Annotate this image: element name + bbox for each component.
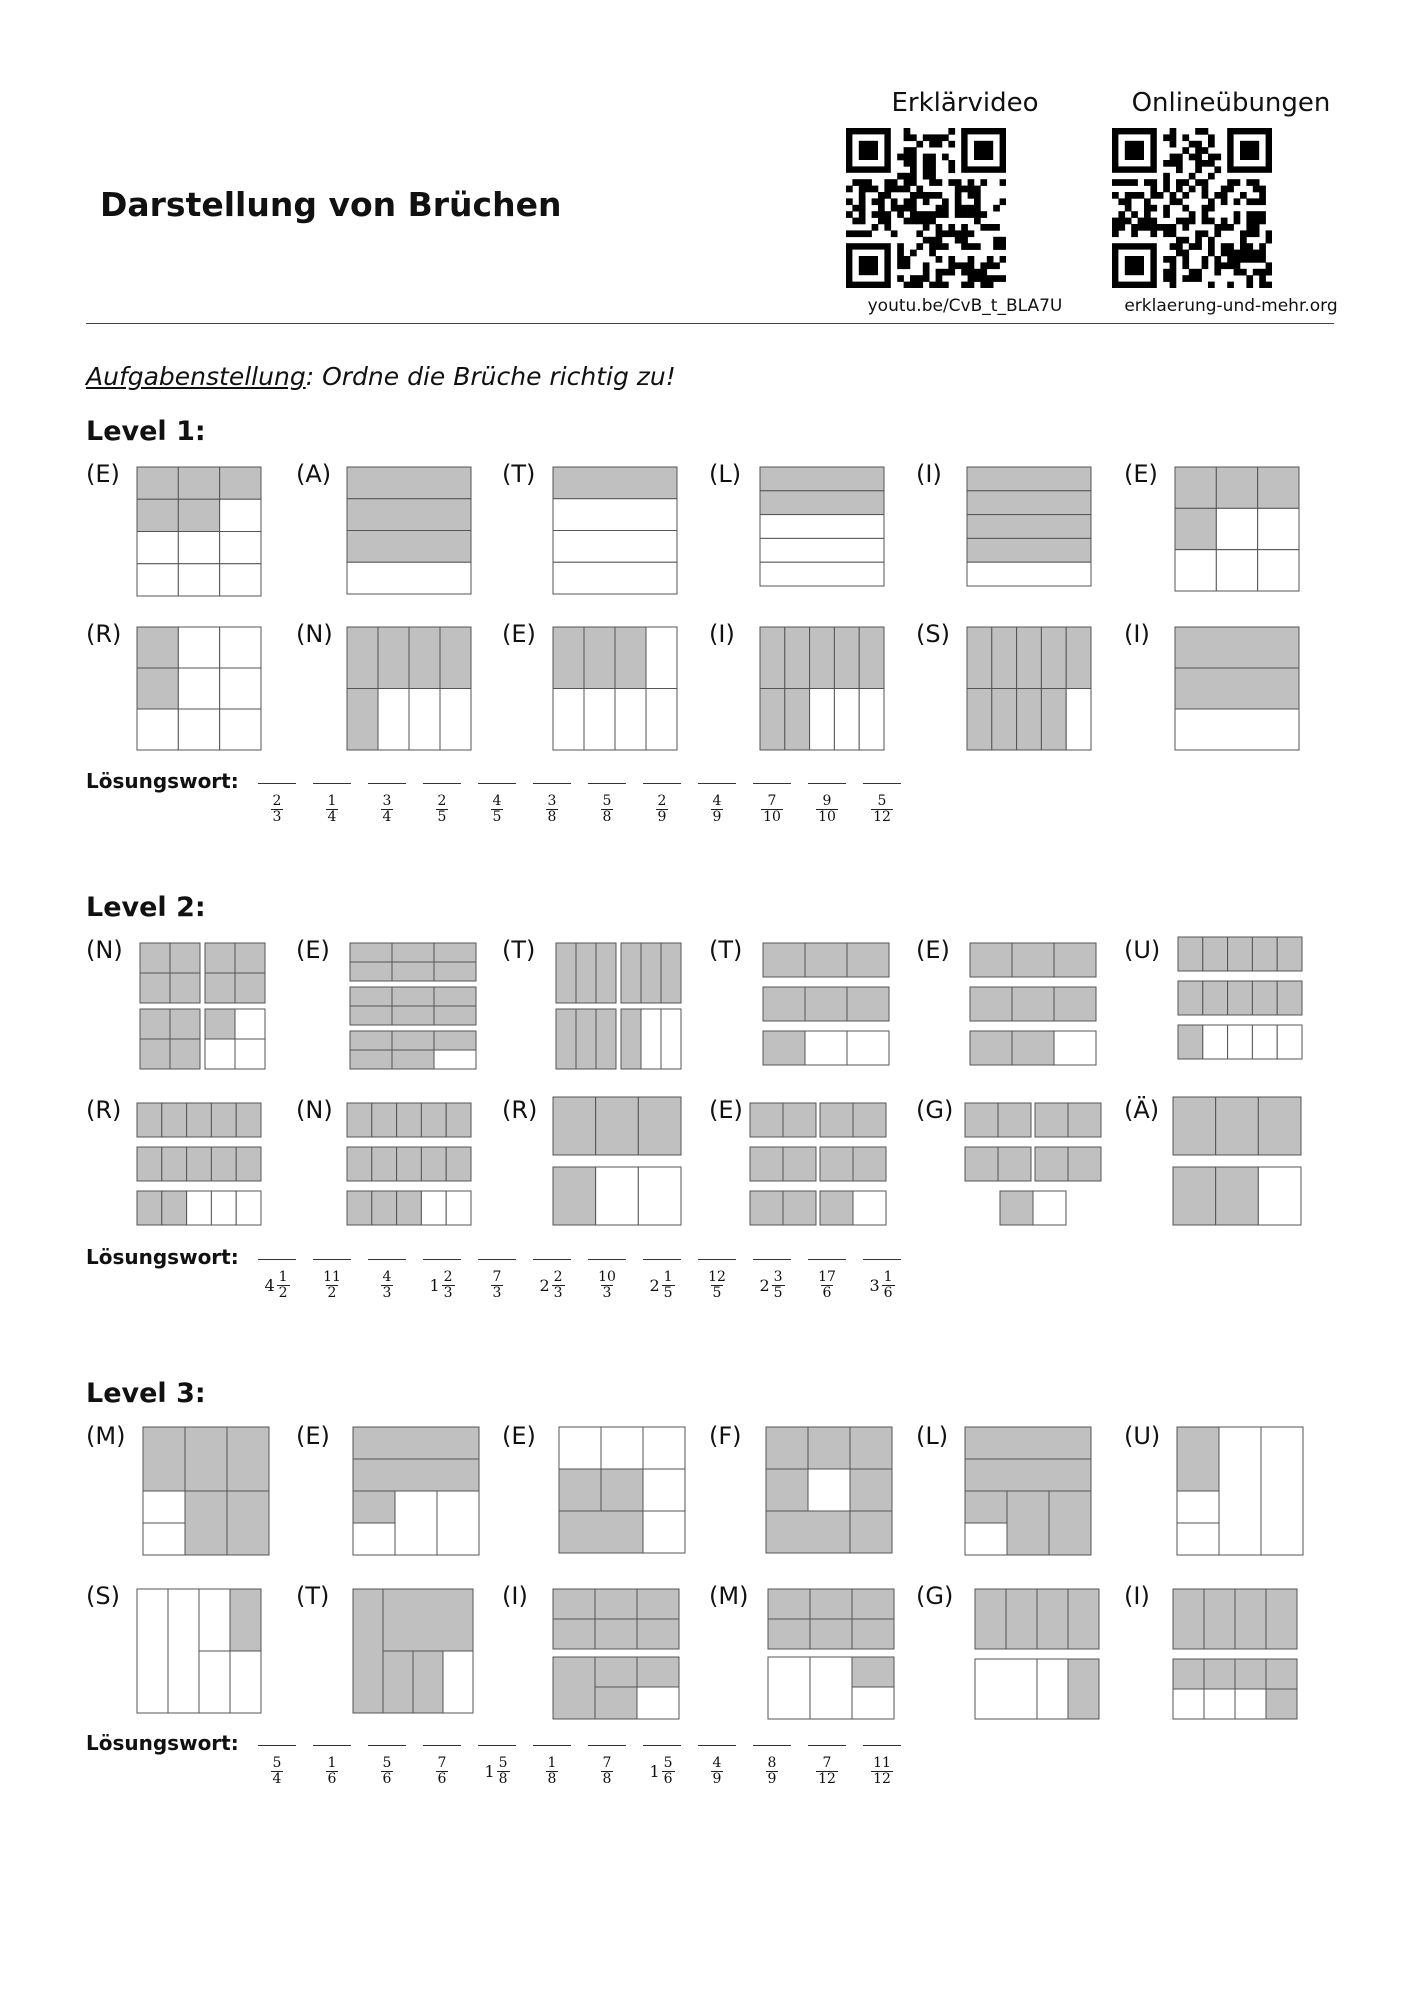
- solution-blank[interactable]: [863, 1259, 901, 1260]
- figure-tag: (S): [86, 1582, 120, 1610]
- fraction-numerator: 2: [437, 793, 447, 809]
- fraction-label: [857, 1270, 907, 1301]
- fraction-figure: [136, 1588, 264, 1718]
- fraction-figure: [749, 1102, 891, 1230]
- fraction-numerator: 5: [382, 1755, 392, 1771]
- fraction-figure: [346, 466, 472, 595]
- fraction-numerator: 7: [602, 1755, 612, 1771]
- fraction-label: [692, 1756, 742, 1787]
- fraction-figure: [552, 466, 678, 595]
- solution-blank[interactable]: [863, 1745, 901, 1746]
- fraction-figure: [1174, 466, 1300, 592]
- figure-tag: (E): [1124, 460, 1158, 488]
- fraction-numerator: 8: [767, 1755, 777, 1771]
- fraction-label: [582, 1756, 632, 1787]
- solution-blank[interactable]: [753, 1259, 791, 1260]
- figure-tag: (N): [296, 620, 333, 648]
- figure-tag: (T): [709, 936, 743, 964]
- solution-blank[interactable]: [478, 783, 516, 784]
- fraction-label: [307, 1270, 357, 1301]
- fraction-denominator: 12: [873, 809, 891, 825]
- fraction-figure: [1177, 936, 1307, 1064]
- level-heading-3: Level 3:: [86, 1378, 206, 1409]
- fraction-denominator: 5: [437, 809, 447, 825]
- level-heading-2: Level 2:: [86, 892, 206, 923]
- fraction-denominator: 3: [382, 1285, 392, 1301]
- fraction-label: [417, 794, 467, 825]
- solution-blank[interactable]: [588, 1745, 626, 1746]
- fraction-denominator: 6: [883, 1285, 893, 1301]
- fraction-numerator: 11: [873, 1755, 891, 1771]
- fraction-label: [637, 794, 687, 825]
- fraction-numerator: 3: [547, 793, 557, 809]
- fraction-figure: [964, 1426, 1096, 1560]
- qr-label-online: Onlineübungen: [1131, 88, 1331, 118]
- fraction-numerator: 5: [272, 1755, 282, 1771]
- figure-tag: (F): [709, 1422, 742, 1450]
- figure-tag: (E): [86, 460, 120, 488]
- figure-tag: (E): [296, 936, 330, 964]
- fraction-figure: [346, 626, 472, 751]
- solution-blank[interactable]: [423, 1259, 461, 1260]
- fraction-denominator: 12: [873, 1771, 891, 1787]
- fraction-whole: 2: [649, 1276, 660, 1295]
- figure-tag: (R): [86, 620, 122, 648]
- fraction-denominator: 8: [602, 809, 612, 825]
- fraction-denominator: 4: [327, 809, 337, 825]
- solution-blank[interactable]: [643, 783, 681, 784]
- fraction-label: [307, 1756, 357, 1787]
- fraction-numerator: 9: [822, 793, 832, 809]
- fraction-numerator: 3: [382, 793, 392, 809]
- fraction-figure: [762, 942, 892, 1070]
- fraction-figure: [136, 466, 262, 597]
- task-text: : Ordne die Brüche richtig zu!: [305, 362, 676, 391]
- fraction-denominator: 6: [822, 1285, 832, 1301]
- figure-tag: (N): [296, 1096, 333, 1124]
- fraction-label: [802, 1270, 852, 1301]
- fraction-label: [692, 794, 742, 825]
- solution-blank[interactable]: [258, 783, 296, 784]
- fraction-label: [527, 794, 577, 825]
- fraction-label: [582, 794, 632, 825]
- figure-tag: (E): [709, 1096, 743, 1124]
- fraction-numerator: 5: [602, 793, 612, 809]
- fraction-denominator: 4: [272, 1771, 282, 1787]
- fraction-denominator: 6: [327, 1771, 337, 1787]
- fraction-denominator: 3: [602, 1285, 612, 1301]
- fraction-numerator: 2: [553, 1269, 563, 1285]
- figure-tag: (G): [916, 1096, 954, 1124]
- fraction-figure: [966, 626, 1092, 751]
- fraction-figure: [966, 466, 1092, 587]
- fraction-numerator: 7: [437, 1755, 447, 1771]
- fraction-denominator: 10: [818, 809, 836, 825]
- fraction-label: [472, 794, 522, 825]
- figure-tag: (N): [86, 936, 123, 964]
- figure-tag: (E): [502, 620, 536, 648]
- fraction-numerator: 1: [663, 1269, 673, 1285]
- fraction-denominator: 5: [712, 1285, 722, 1301]
- fraction-denominator: 3: [492, 1285, 502, 1301]
- solution-blank[interactable]: [258, 1745, 296, 1746]
- fraction-numerator: 4: [492, 793, 502, 809]
- figure-tag: (T): [296, 1582, 330, 1610]
- fraction-label: [747, 1756, 797, 1787]
- qr-code-online-icon[interactable]: [1112, 128, 1272, 288]
- figure-tag: (R): [502, 1096, 538, 1124]
- solution-blank[interactable]: [423, 783, 461, 784]
- figure-tag: (T): [502, 936, 536, 964]
- figure-tag: (R): [86, 1096, 122, 1124]
- fraction-figure: [352, 1588, 480, 1718]
- fraction-label: [417, 1270, 467, 1301]
- figure-tag: (S): [916, 620, 950, 648]
- fraction-numerator: 11: [323, 1269, 341, 1285]
- figure-tag: (U): [1124, 936, 1161, 964]
- figure-tag: (E): [502, 1422, 536, 1450]
- fraction-numerator: 3: [773, 1269, 783, 1285]
- fraction-label: [362, 1270, 412, 1301]
- solution-blank[interactable]: [478, 1745, 516, 1746]
- fraction-figure: [136, 626, 262, 751]
- fraction-denominator: 10: [763, 809, 781, 825]
- fraction-denominator: 9: [767, 1771, 777, 1787]
- solution-blank[interactable]: [588, 1259, 626, 1260]
- fraction-numerator: 1: [278, 1269, 288, 1285]
- fraction-label: [362, 794, 412, 825]
- fraction-denominator: 3: [272, 809, 282, 825]
- figure-tag: (G): [916, 1582, 954, 1610]
- fraction-numerator: 17: [818, 1269, 836, 1285]
- figure-tag: (L): [916, 1422, 949, 1450]
- fraction-numerator: 1: [547, 1755, 557, 1771]
- solution-blank[interactable]: [643, 1259, 681, 1260]
- fraction-numerator: 2: [443, 1269, 453, 1285]
- fraction-figure: [555, 942, 685, 1070]
- figure-tag: (Ä): [1124, 1096, 1160, 1124]
- figure-tag: (L): [709, 460, 742, 488]
- fraction-figure: [139, 942, 269, 1070]
- fraction-label: [802, 1756, 852, 1787]
- fraction-figure: [136, 1102, 266, 1230]
- fraction-label: [582, 1270, 632, 1301]
- fraction-denominator: 8: [547, 1771, 557, 1787]
- fraction-figure: [552, 626, 678, 751]
- fraction-denominator: 9: [657, 809, 667, 825]
- fraction-label: [747, 794, 797, 825]
- figure-tag: (I): [1124, 620, 1150, 648]
- solution-blank[interactable]: [478, 1259, 516, 1260]
- figure-tag: (M): [709, 1582, 749, 1610]
- solution-blank[interactable]: [313, 783, 351, 784]
- fraction-label: [857, 794, 907, 825]
- fraction-label: [252, 794, 302, 825]
- figure-tag: (E): [296, 1422, 330, 1450]
- fraction-denominator: 8: [498, 1771, 508, 1787]
- fraction-figure: [1176, 1426, 1308, 1560]
- fraction-label: [362, 1756, 412, 1787]
- fraction-label: [637, 1756, 687, 1787]
- solution-blank[interactable]: [368, 1745, 406, 1746]
- fraction-label: [527, 1756, 577, 1787]
- fraction-denominator: 5: [663, 1285, 673, 1301]
- qr-code-video-icon[interactable]: [846, 128, 1006, 288]
- solution-blank[interactable]: [533, 783, 571, 784]
- solution-blank[interactable]: [698, 1745, 736, 1746]
- fraction-whole: 2: [539, 1276, 550, 1295]
- fraction-denominator: 6: [663, 1771, 673, 1787]
- qr-label-video: Erklärvideo: [891, 88, 1039, 118]
- solution-blank[interactable]: [258, 1259, 296, 1260]
- fraction-figure: [142, 1426, 274, 1560]
- fraction-figure: [964, 1102, 1108, 1230]
- fraction-label: [252, 1756, 302, 1787]
- solution-blank[interactable]: [698, 783, 736, 784]
- fraction-numerator: 4: [712, 793, 722, 809]
- fraction-figure: [346, 1102, 476, 1230]
- solution-blank[interactable]: [753, 783, 791, 784]
- figure-tag: (E): [916, 936, 950, 964]
- solution-blank[interactable]: [368, 1259, 406, 1260]
- fraction-label: [307, 794, 357, 825]
- fraction-label: [692, 1270, 742, 1301]
- page-title: Darstellung von Brüchen: [100, 185, 562, 224]
- fraction-whole: 2: [759, 1276, 770, 1295]
- solution-blank[interactable]: [313, 1259, 351, 1260]
- fraction-numerator: 5: [877, 793, 887, 809]
- fraction-figure: [552, 1096, 684, 1228]
- qr-url-online[interactable]: erklaerung-und-mehr.org: [1124, 296, 1338, 316]
- qr-url-video[interactable]: youtu.be/CvB_t_BLA7U: [867, 296, 1063, 316]
- fraction-label: [417, 1756, 467, 1787]
- solution-blank[interactable]: [808, 1745, 846, 1746]
- figure-tag: (M): [86, 1422, 126, 1450]
- solution-blank[interactable]: [643, 1745, 681, 1746]
- fraction-numerator: 10: [598, 1269, 616, 1285]
- fraction-label: [472, 1756, 522, 1787]
- fraction-figure: [1172, 1096, 1306, 1228]
- fraction-numerator: 2: [657, 793, 667, 809]
- fraction-denominator: 9: [712, 809, 722, 825]
- task-instruction: [86, 362, 676, 391]
- fraction-numerator: 5: [663, 1755, 673, 1771]
- solution-blank[interactable]: [368, 783, 406, 784]
- fraction-denominator: 8: [547, 809, 557, 825]
- fraction-figure: [759, 626, 885, 751]
- fraction-label: [637, 1270, 687, 1301]
- fraction-denominator: 12: [818, 1771, 836, 1787]
- fraction-denominator: 3: [443, 1285, 453, 1301]
- fraction-denominator: 5: [492, 809, 502, 825]
- figure-tag: (I): [502, 1582, 528, 1610]
- solution-blank[interactable]: [313, 1745, 351, 1746]
- fraction-figure: [765, 1426, 897, 1560]
- fraction-label: [802, 794, 852, 825]
- figure-tag: (A): [296, 460, 332, 488]
- fraction-whole: 1: [484, 1762, 495, 1781]
- fraction-figure: [349, 942, 479, 1070]
- fraction-label: [472, 1270, 522, 1301]
- fraction-numerator: 5: [498, 1755, 508, 1771]
- fraction-numerator: 1: [327, 1755, 337, 1771]
- fraction-denominator: 3: [553, 1285, 563, 1301]
- task-label: Aufgabenstellung: [86, 362, 306, 391]
- solution-blank[interactable]: [808, 783, 846, 784]
- fraction-whole: 3: [869, 1276, 880, 1295]
- fraction-whole: 1: [429, 1276, 440, 1295]
- fraction-figure: [759, 466, 885, 587]
- solution-word-label: Lösungswort:: [86, 1731, 239, 1755]
- fraction-label: [527, 1270, 577, 1301]
- fraction-denominator: 4: [382, 809, 392, 825]
- fraction-whole: 1: [649, 1762, 660, 1781]
- fraction-numerator: 1: [883, 1269, 893, 1285]
- solution-blank[interactable]: [808, 1259, 846, 1260]
- fraction-numerator: 1: [327, 793, 337, 809]
- fraction-whole: 4: [264, 1276, 275, 1295]
- solution-word-label: Lösungswort:: [86, 769, 239, 793]
- figure-tag: (I): [916, 460, 942, 488]
- fraction-denominator: 6: [382, 1771, 392, 1787]
- solution-blank[interactable]: [533, 1745, 571, 1746]
- fraction-denominator: 2: [278, 1285, 288, 1301]
- fraction-label: [747, 1270, 797, 1301]
- solution-blank[interactable]: [698, 1259, 736, 1260]
- fraction-numerator: 12: [708, 1269, 726, 1285]
- fraction-denominator: 8: [602, 1771, 612, 1787]
- fraction-numerator: 4: [382, 1269, 392, 1285]
- fraction-numerator: 2: [272, 793, 282, 809]
- fraction-figure: [352, 1426, 484, 1560]
- fraction-figure: [974, 1588, 1104, 1722]
- header-divider: [86, 323, 1334, 324]
- fraction-label: [857, 1756, 907, 1787]
- figure-tag: (U): [1124, 1422, 1161, 1450]
- level-heading-1: Level 1:: [86, 416, 206, 447]
- fraction-numerator: 4: [712, 1755, 722, 1771]
- fraction-figure: [767, 1588, 897, 1722]
- figure-tag: (I): [709, 620, 735, 648]
- fraction-denominator: 5: [773, 1285, 783, 1301]
- fraction-figure: [558, 1426, 690, 1560]
- figure-tag: (I): [1124, 1582, 1150, 1610]
- fraction-label: [252, 1270, 302, 1301]
- fraction-figure: [969, 942, 1099, 1070]
- solution-blank[interactable]: [863, 783, 901, 784]
- solution-word-label: Lösungswort:: [86, 1245, 239, 1269]
- solution-blank[interactable]: [423, 1745, 461, 1746]
- fraction-numerator: 7: [822, 1755, 832, 1771]
- figure-tag: (T): [502, 460, 536, 488]
- solution-blank[interactable]: [533, 1259, 571, 1260]
- fraction-numerator: 7: [492, 1269, 502, 1285]
- fraction-figure: [1174, 626, 1300, 751]
- fraction-numerator: 7: [767, 793, 777, 809]
- solution-blank[interactable]: [753, 1745, 791, 1746]
- fraction-denominator: 6: [437, 1771, 447, 1787]
- fraction-figure: [552, 1588, 682, 1722]
- solution-blank[interactable]: [588, 783, 626, 784]
- fraction-denominator: 9: [712, 1771, 722, 1787]
- fraction-denominator: 2: [327, 1285, 337, 1301]
- fraction-figure: [1172, 1588, 1302, 1722]
